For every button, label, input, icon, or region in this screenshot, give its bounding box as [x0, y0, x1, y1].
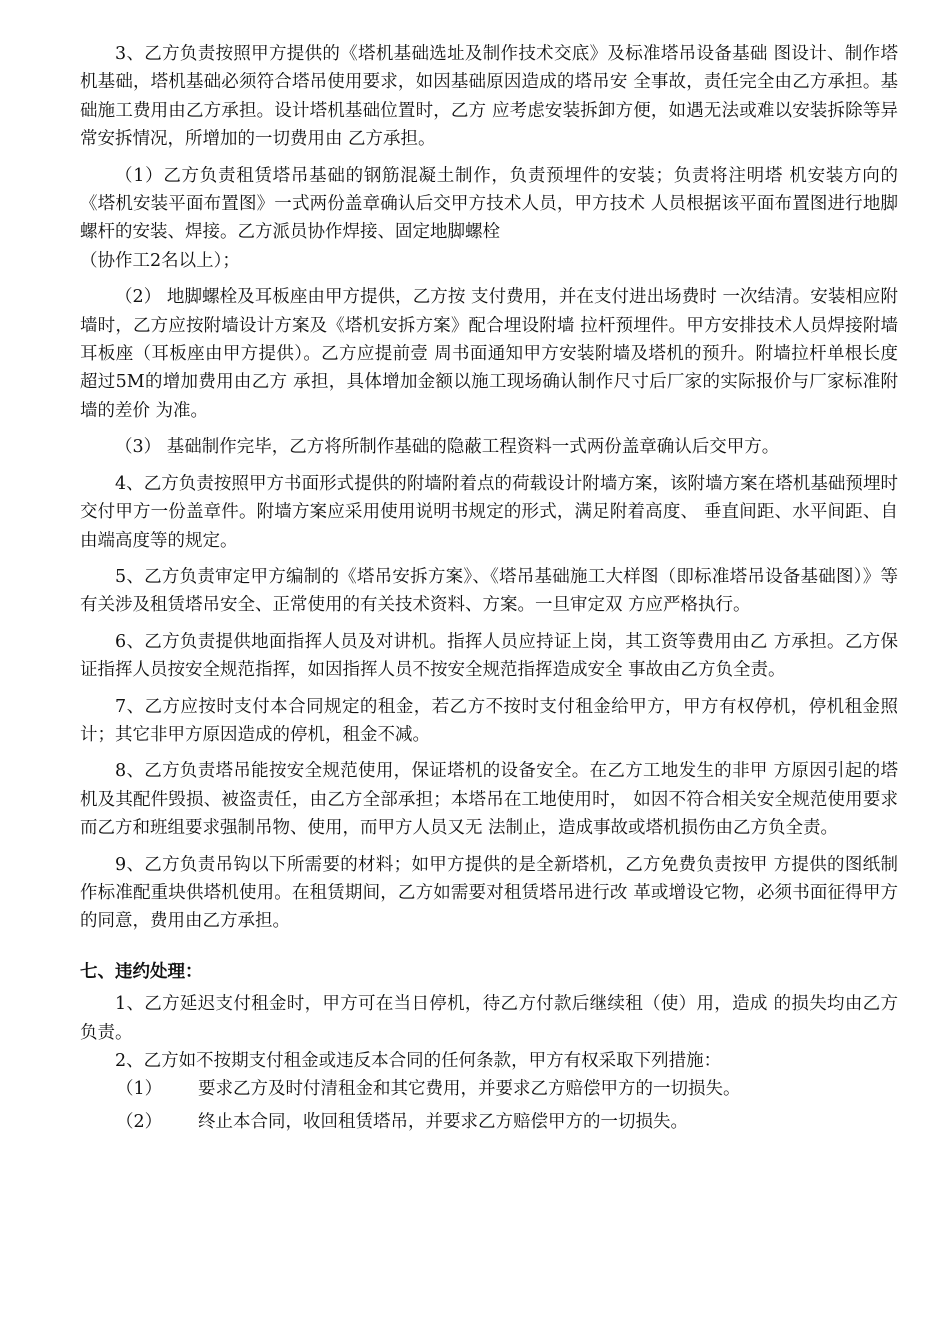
- measure-number: （1）: [116, 1079, 163, 1100]
- measure-number: （2）: [116, 1111, 163, 1132]
- measure-item: [80, 1108, 898, 1136]
- breach-clause-1: 1、乙方延迟支付租金时，甲方可在当日停机，待乙方付款后继续租（使）用，造成 的损失均由乙方负责。: [80, 994, 898, 1043]
- clause-3: 3、乙方负责按照甲方提供的《塔机基础选址及制作技术交底》及标准塔吊设备基础 图设计、制作塔机基础，塔机基础必须符合塔吊使用要求，如因基础原因造成的塔吊安 全事故，责任完全由乙方承担。基础施工费用由乙方承担。设计塔机基础位置时，乙方 应考虑安装拆卸方便，如遇无法或难以安装拆除等异常安拆情况，所增加的一切费用由 乙方承担。: [80, 44, 898, 150]
- clause-4: 4、乙方负责按照甲方书面形式提供的附墙附着点的荷载设计附墙方案，该附墙方案在塔机基础预埋时交付甲方一份盖章件。附墙方案应采用使用说明书规定的形式，满足附着高度、 垂直间距、水平间距、自由端高度等的规定。: [80, 473, 898, 551]
- clause-3-item-1: （1）乙方负责租赁塔吊基础的钢筋混凝土制作，负责预埋件的安装；负责将注明塔 机安装方向的《塔机安装平面布置图》一式两份盖章确认后交甲方技术人员，甲方技术 人员根据该平面布置图进行地脚螺杆的安装、焊接。乙方派员协作焊接、固定地脚螺栓: [80, 165, 898, 243]
- measure-item: [80, 1075, 898, 1103]
- clause-8: 8、乙方负责塔吊能按安全规范使用，保证塔机的设备安全。在乙方工地发生的非甲 方原因引起的塔机及其配件毁损、被盗责任，由乙方全部承担；本塔吊在工地使用时， 如因不符合相关安全规范使用要求而乙方和班组要求强制吊物、使用，而甲方人员又无 法制止，造成事故或塔机损伤由乙方负全责。: [80, 761, 898, 839]
- clause-3-item-3: （3） 基础制作完毕，乙方将所制作基础的隐蔽工程资料一式两份盖章确认后交甲方。: [115, 437, 780, 458]
- measure-text: 要求乙方及时付清租金和其它费用，并要求乙方赔偿甲方的一切损失。: [198, 1079, 741, 1100]
- clause-9: 9、乙方负责吊钩以下所需要的材料；如甲方提供的是全新塔机，乙方免费负责按甲 方提供的图纸制作标准配重块供塔机使用。在租赁期间，乙方如需要对租赁塔吊进行改 革或增设它物，必须书面征得甲方的同意，费用由乙方承担。: [80, 854, 898, 932]
- breach-clause-2: 2、乙方如不按期支付租金或违反本合同的任何条款，甲方有权采取下列措施：: [115, 1051, 722, 1071]
- clause-3-item-2: （2） 地脚螺栓及耳板座由甲方提供，乙方按 支付费用，并在支付进出场费时 一次结清。安装相应附墙时，乙方应按附墙设计方案及《塔机安拆方案》配合埋设附墙 拉杆预埋件。甲方安排技术人员焊接附墙耳板座（耳板座由甲方提供）。乙方应提前壹 周书面通知甲方安装附墙及塔机的预升。附墙拉杆单根长度超过5M的增加费用由乙方 承担，具体增加金额以施工现场确认制作尺寸后厂家的实际报价与厂家标准附墙的差价 为准。: [80, 287, 898, 421]
- clause-6: 6、乙方负责提供地面指挥人员及对讲机。指挥人员应持证上岗，其工资等费用由乙 方承担。乙方保证指挥人员按安全规范指挥，如因指挥人员不按安全规范指挥造成安全 事故由乙方负全责。: [80, 631, 898, 681]
- clause-7: 7、乙方应按时支付本合同规定的租金，若乙方不按时支付租金给甲方，甲方有权停机，停机租金照计；其它非甲方原因造成的停机，租金不减。: [80, 696, 898, 745]
- document-page: [80, 40, 898, 1140]
- clause-3-item-1-cont: （协作工2名以上）；: [80, 250, 240, 271]
- clause-5: 5、乙方负责审定甲方编制的《塔吊安拆方案》、《塔吊基础施工大样图（即标准塔吊设备基础图）》等有关涉及租赁塔吊安全、正常使用的有关技术资料、方案。一旦审定双 方应严格执行。: [80, 566, 898, 616]
- section-heading-breach: 七、违约处理：: [80, 961, 203, 982]
- measure-text: 终止本合同，收回租赁塔吊，并要求乙方赔偿甲方的一切损失。: [198, 1111, 688, 1132]
